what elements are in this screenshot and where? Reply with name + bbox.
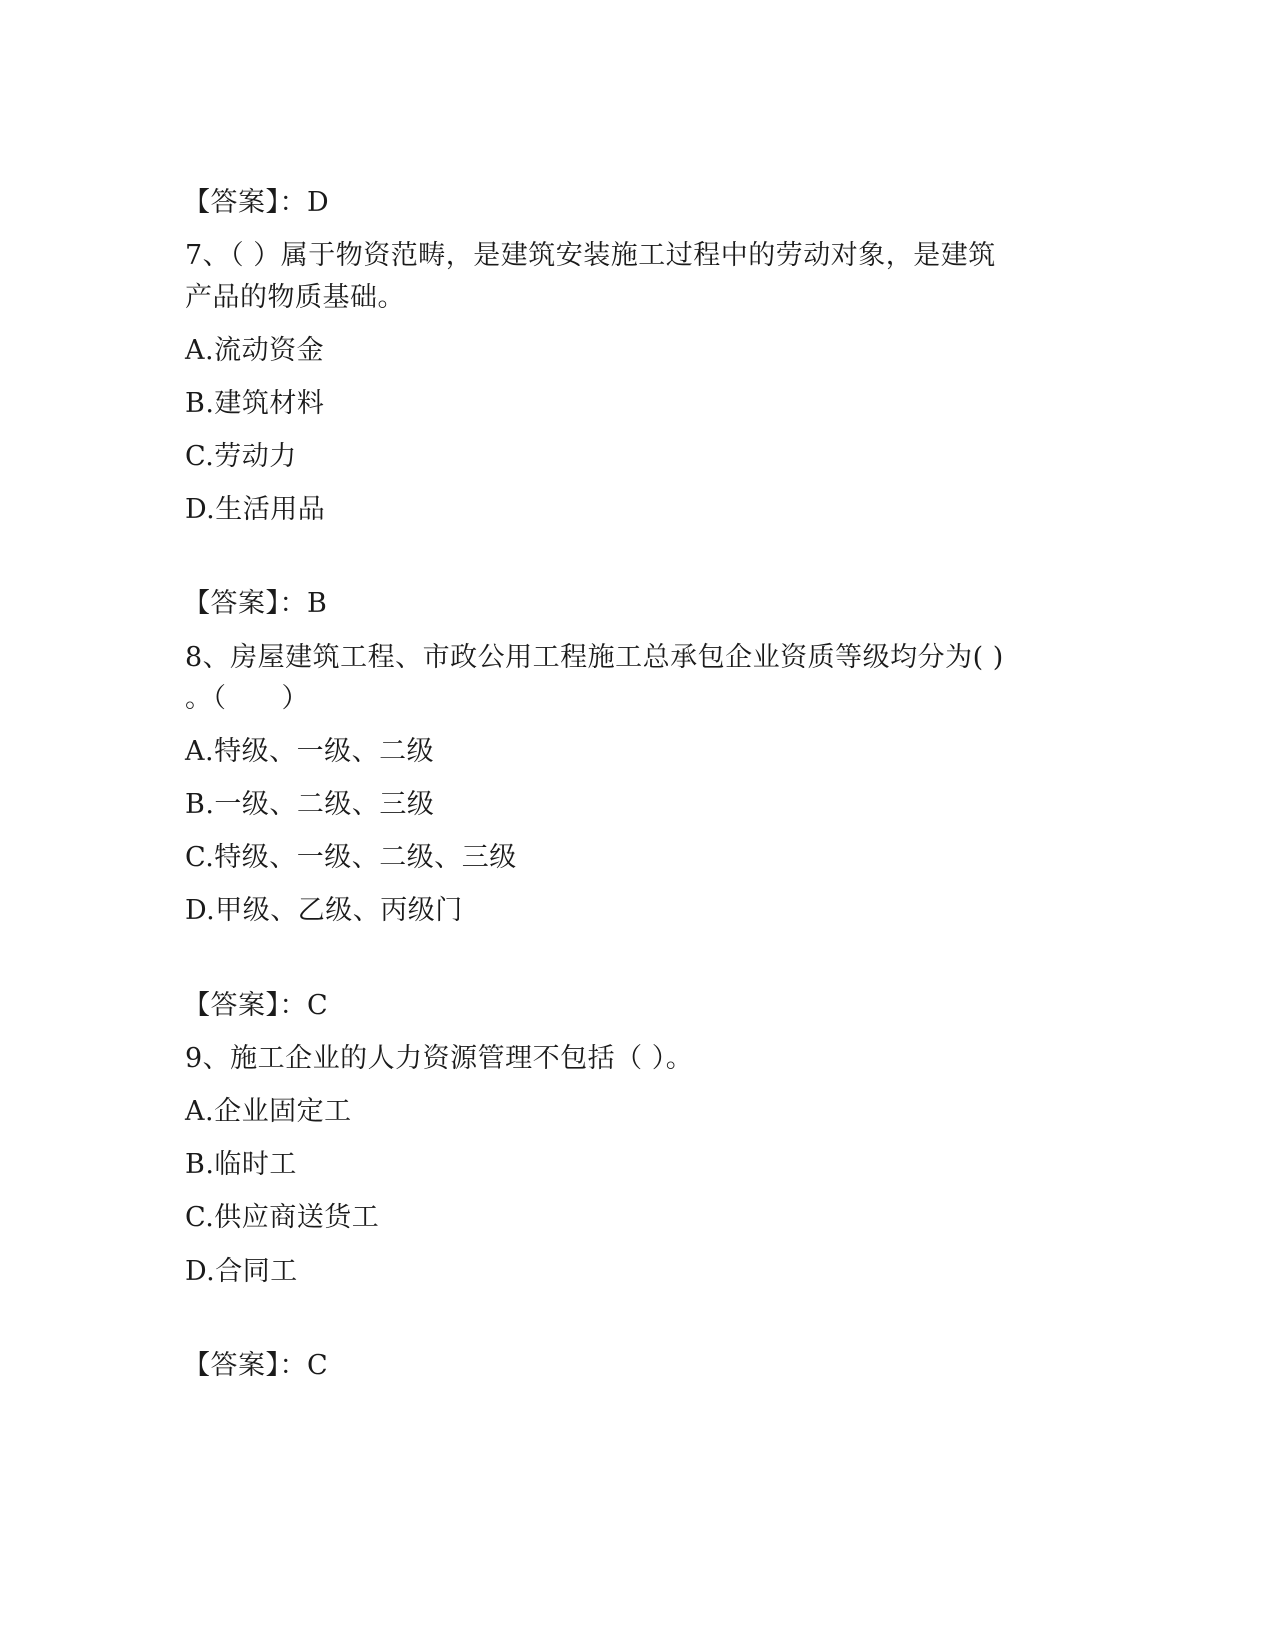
question-9-stem-line-1: 9、施工企业的人力资源管理不包括（ ）。 (185, 1043, 694, 1074)
question-8-option-b: B.一级、二级、三级 (185, 789, 435, 820)
question-7-option-c: C.劳动力 (185, 441, 297, 472)
question-7-stem-line-1: 7、（ ）属于物资范畴，是建筑安装施工过程中的劳动对象，是建筑 (185, 240, 996, 271)
question-9-option-d: D.合同工 (185, 1256, 298, 1287)
question-8-stem-line-2: 。（ ） (185, 683, 309, 714)
question-7-option-a: A.流动资金 (185, 335, 325, 366)
question-8-option-d: D.甲级、乙级、丙级门 (185, 895, 463, 926)
question-9-option-b: B.临时工 (185, 1149, 297, 1180)
question-7-option-b: B.建筑材料 (185, 388, 325, 419)
question-8-option-c: C.特级、一级、二级、三级 (185, 842, 517, 873)
question-8-stem-line-1: 8、房屋建筑工程、市政公用工程施工总承包企业资质等级均分为( ) (185, 642, 1004, 673)
question-7-stem-line-2: 产品的物质基础。 (185, 282, 405, 313)
answer-line-q7: 【答案】：B (183, 588, 328, 619)
question-9-option-c: C.供应商送货工 (185, 1202, 380, 1233)
question-7-option-d: D.生活用品 (185, 494, 326, 525)
question-8-option-a: A.特级、一级、二级 (185, 736, 435, 767)
answer-line-q6: 【答案】：D (183, 187, 330, 218)
answer-line-q9: 【答案】：C (183, 1350, 329, 1381)
answer-line-q8: 【答案】：C (183, 990, 329, 1021)
question-9-option-a: A.企业固定工 (185, 1096, 352, 1127)
